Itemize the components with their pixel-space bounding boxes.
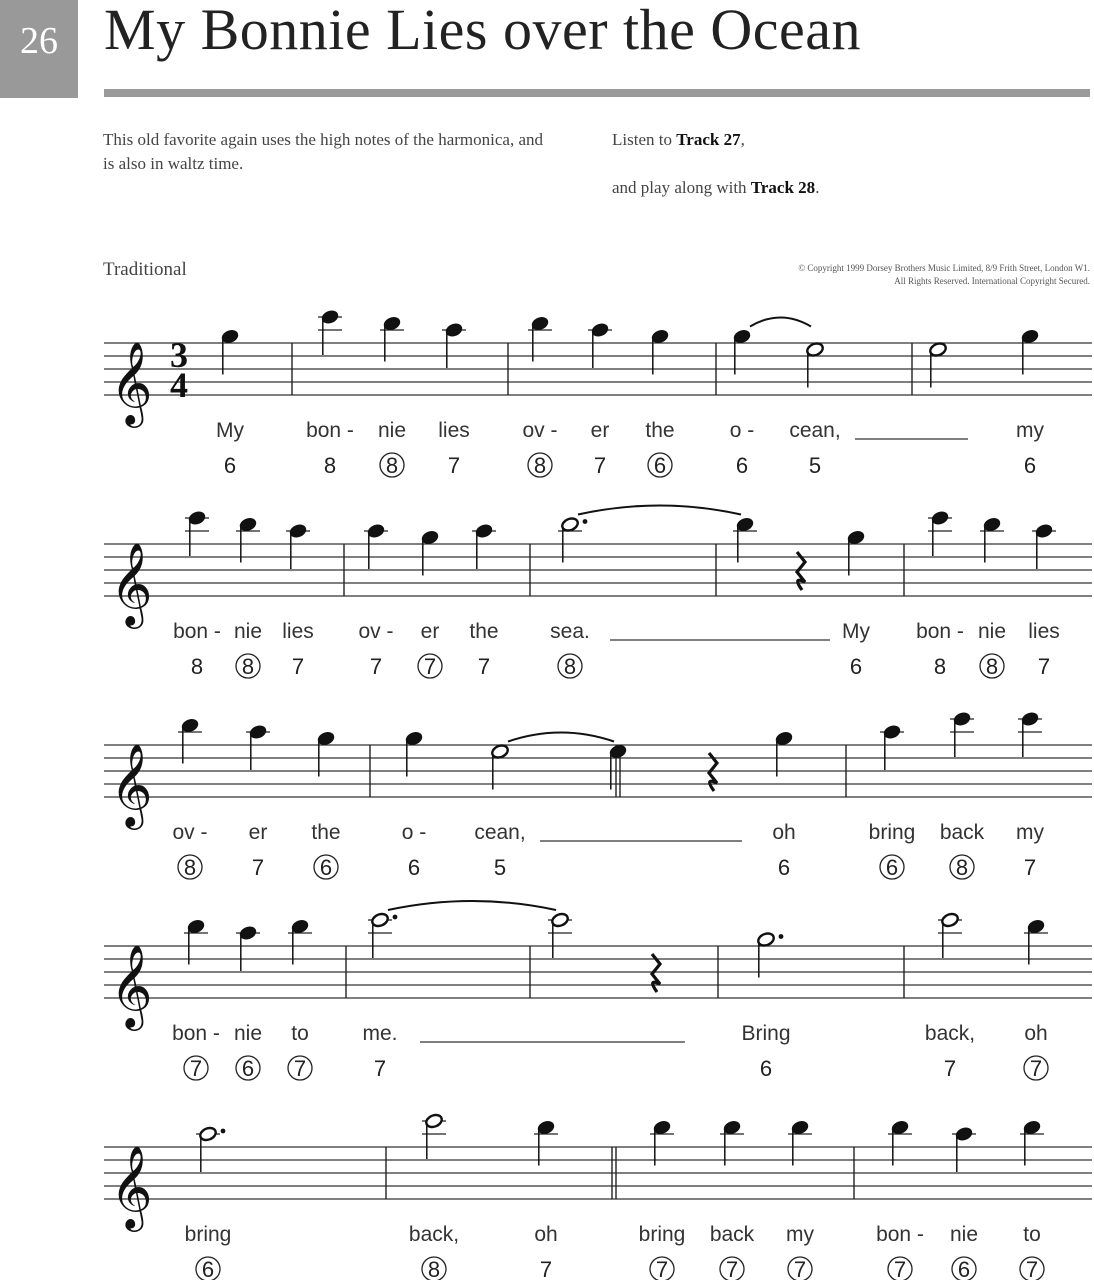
augmentation-dot <box>779 934 784 939</box>
lyric-syllable: bring <box>638 1223 686 1246</box>
treble-clef-icon: 𝄞 <box>110 742 153 826</box>
harmonica-hole-number: 7 <box>793 1257 807 1280</box>
quarter-rest-icon <box>652 954 660 992</box>
lyric-syllable: cean, <box>474 821 526 844</box>
lyric-syllable: o - <box>729 419 755 442</box>
tie <box>750 318 811 327</box>
lyric-syllable: me. <box>362 1022 398 1045</box>
harmonica-hole-number: 6 <box>735 453 749 478</box>
lyric-syllable: back, <box>924 1022 976 1045</box>
harmonica-hole-number: 6 <box>957 1257 971 1280</box>
lyric-syllable: nie <box>977 620 1007 643</box>
listen-track: Track 27 <box>676 130 741 149</box>
harmonica-hole-number: 5 <box>808 453 822 478</box>
time-signature-bottom: 4 <box>170 365 188 405</box>
page-title: My Bonnie Lies over the Ocean <box>104 0 862 62</box>
page-number: 26 <box>0 0 78 98</box>
lyric-syllable: the <box>469 620 499 643</box>
treble-clef-icon: 𝄞 <box>110 943 153 1027</box>
harmonica-hole-number: 6 <box>201 1257 215 1280</box>
lyric-syllable: nie <box>233 620 263 643</box>
harmonica-hole-number: 8 <box>323 453 337 478</box>
lyric-syllable: the <box>311 821 341 844</box>
lyric-syllable: lies <box>282 620 314 643</box>
intro-text: This old favorite again uses the high notes of the harmonica, and is also in waltz time. <box>103 130 543 173</box>
harmonica-hole-number: 8 <box>563 654 577 679</box>
lyric-syllable: oh <box>534 1223 558 1246</box>
harmonica-hole-number: 7 <box>369 654 383 679</box>
lyric-syllable: sea. <box>550 620 590 643</box>
lyric-syllable: back, <box>408 1223 460 1246</box>
lyric-syllable: er <box>590 419 610 442</box>
lyric-syllable: lies <box>438 419 470 442</box>
harmonica-hole-number: 6 <box>223 453 237 478</box>
harmonica-hole-number: 7 <box>943 1056 957 1081</box>
lyric-syllable: bring <box>184 1223 232 1246</box>
harmonica-hole-number: 8 <box>933 654 947 679</box>
lyric-syllable: back <box>939 821 985 844</box>
harmonica-hole-number: 8 <box>183 855 197 880</box>
augmentation-dot <box>221 1129 226 1134</box>
listen-prefix: Listen to <box>612 130 677 149</box>
augmentation-dot <box>583 519 588 524</box>
play-prefix: and play along with <box>612 178 751 197</box>
lyric-syllable: to <box>291 1022 309 1045</box>
harmonica-hole-number: 7 <box>1037 654 1051 679</box>
tie <box>578 506 741 515</box>
listen-suffix: , <box>740 130 745 149</box>
lyric-syllable: nie <box>377 419 407 442</box>
lyric-syllable: ov - <box>522 419 558 442</box>
quarter-rest-icon <box>797 552 805 590</box>
lyric-syllable: bon - <box>876 1223 924 1246</box>
harmonica-hole-number: 6 <box>241 1056 255 1081</box>
lyric-syllable: My <box>842 620 870 643</box>
lyric-syllable: bon - <box>306 419 354 442</box>
harmonica-hole-number: 7 <box>725 1257 739 1280</box>
harmonica-hole-number: 7 <box>373 1056 387 1081</box>
lyric-syllable: back <box>709 1223 755 1246</box>
lyric-syllable: bon - <box>916 620 964 643</box>
lyric-syllable: Bring <box>741 1022 791 1045</box>
lyric-syllable: my <box>786 1223 814 1246</box>
play-suffix: . <box>815 178 820 197</box>
harmonica-hole-number: 8 <box>985 654 999 679</box>
treble-clef-icon: 𝄞 <box>110 1144 153 1228</box>
harmonica-hole-number: 7 <box>293 1056 307 1081</box>
harmonica-hole-number: 8 <box>385 453 399 478</box>
composer: Traditional <box>103 259 187 280</box>
tie <box>508 733 614 742</box>
harmonica-hole-number: 7 <box>291 654 305 679</box>
harmonica-hole-number: 7 <box>593 453 607 478</box>
harmonica-hole-number: 7 <box>1025 1257 1039 1280</box>
harmonica-hole-number: 7 <box>251 855 265 880</box>
harmonica-hole-number: 6 <box>407 855 421 880</box>
harmonica-hole-number: 6 <box>849 654 863 679</box>
lyric-syllable: cean, <box>789 419 841 442</box>
lyric-syllable: oh <box>772 821 796 844</box>
harmonica-hole-number: 8 <box>190 654 204 679</box>
quarter-rest-icon <box>709 753 717 791</box>
lyric-syllable: to <box>1023 1223 1041 1246</box>
lyric-syllable: the <box>645 419 675 442</box>
harmonica-hole-number: 7 <box>423 654 437 679</box>
treble-clef-icon: 𝄞 <box>110 541 153 625</box>
lyric-syllable: lies <box>1028 620 1060 643</box>
time-signature-top: 3 <box>170 335 188 375</box>
lyric-syllable: er <box>420 620 440 643</box>
harmonica-hole-number: 7 <box>1023 855 1037 880</box>
harmonica-hole-number: 7 <box>447 453 461 478</box>
harmonica-hole-number: 6 <box>777 855 791 880</box>
tie <box>388 901 556 910</box>
harmonica-hole-number: 8 <box>427 1257 441 1280</box>
harmonica-hole-number: 7 <box>477 654 491 679</box>
harmonica-hole-number: 6 <box>1023 453 1037 478</box>
play-track: Track 28 <box>750 178 816 197</box>
treble-clef-icon: 𝄞 <box>110 340 153 424</box>
harmonica-hole-number: 8 <box>241 654 255 679</box>
harmonica-hole-number: 8 <box>955 855 969 880</box>
harmonica-hole-number: 6 <box>759 1056 773 1081</box>
lyric-syllable: bon - <box>173 620 221 643</box>
copyright-line: All Rights Reserved. International Copyright Secured. <box>894 276 1090 286</box>
copyright-line: © Copyright 1999 Dorsey Brothers Music Limited, 8/9 Frith Street, London W1. <box>798 263 1090 273</box>
lyric-syllable: bring <box>868 821 916 844</box>
harmonica-hole-number: 6 <box>653 453 667 478</box>
lyric-syllable: my <box>1016 821 1044 844</box>
lyric-syllable: ov - <box>358 620 394 643</box>
harmonica-hole-number: 6 <box>319 855 333 880</box>
harmonica-hole-number: 7 <box>539 1257 553 1280</box>
lyric-syllable: bon - <box>172 1022 220 1045</box>
harmonica-hole-number: 7 <box>893 1257 907 1280</box>
harmonica-hole-number: 6 <box>885 855 899 880</box>
harmonica-hole-number: 8 <box>533 453 547 478</box>
harmonica-hole-number: 5 <box>493 855 507 880</box>
lyric-syllable: ov - <box>172 821 208 844</box>
lyric-syllable: o - <box>401 821 427 844</box>
harmonica-hole-number: 7 <box>1029 1056 1043 1081</box>
augmentation-dot <box>393 915 398 920</box>
lyric-syllable: nie <box>233 1022 263 1045</box>
lyric-syllable: my <box>1016 419 1044 442</box>
harmonica-hole-number: 7 <box>189 1056 203 1081</box>
harmonica-hole-number: 7 <box>655 1257 669 1280</box>
lyric-syllable: er <box>248 821 268 844</box>
lyric-syllable: nie <box>949 1223 979 1246</box>
lyric-syllable: oh <box>1024 1022 1048 1045</box>
lyric-syllable: My <box>216 419 244 442</box>
